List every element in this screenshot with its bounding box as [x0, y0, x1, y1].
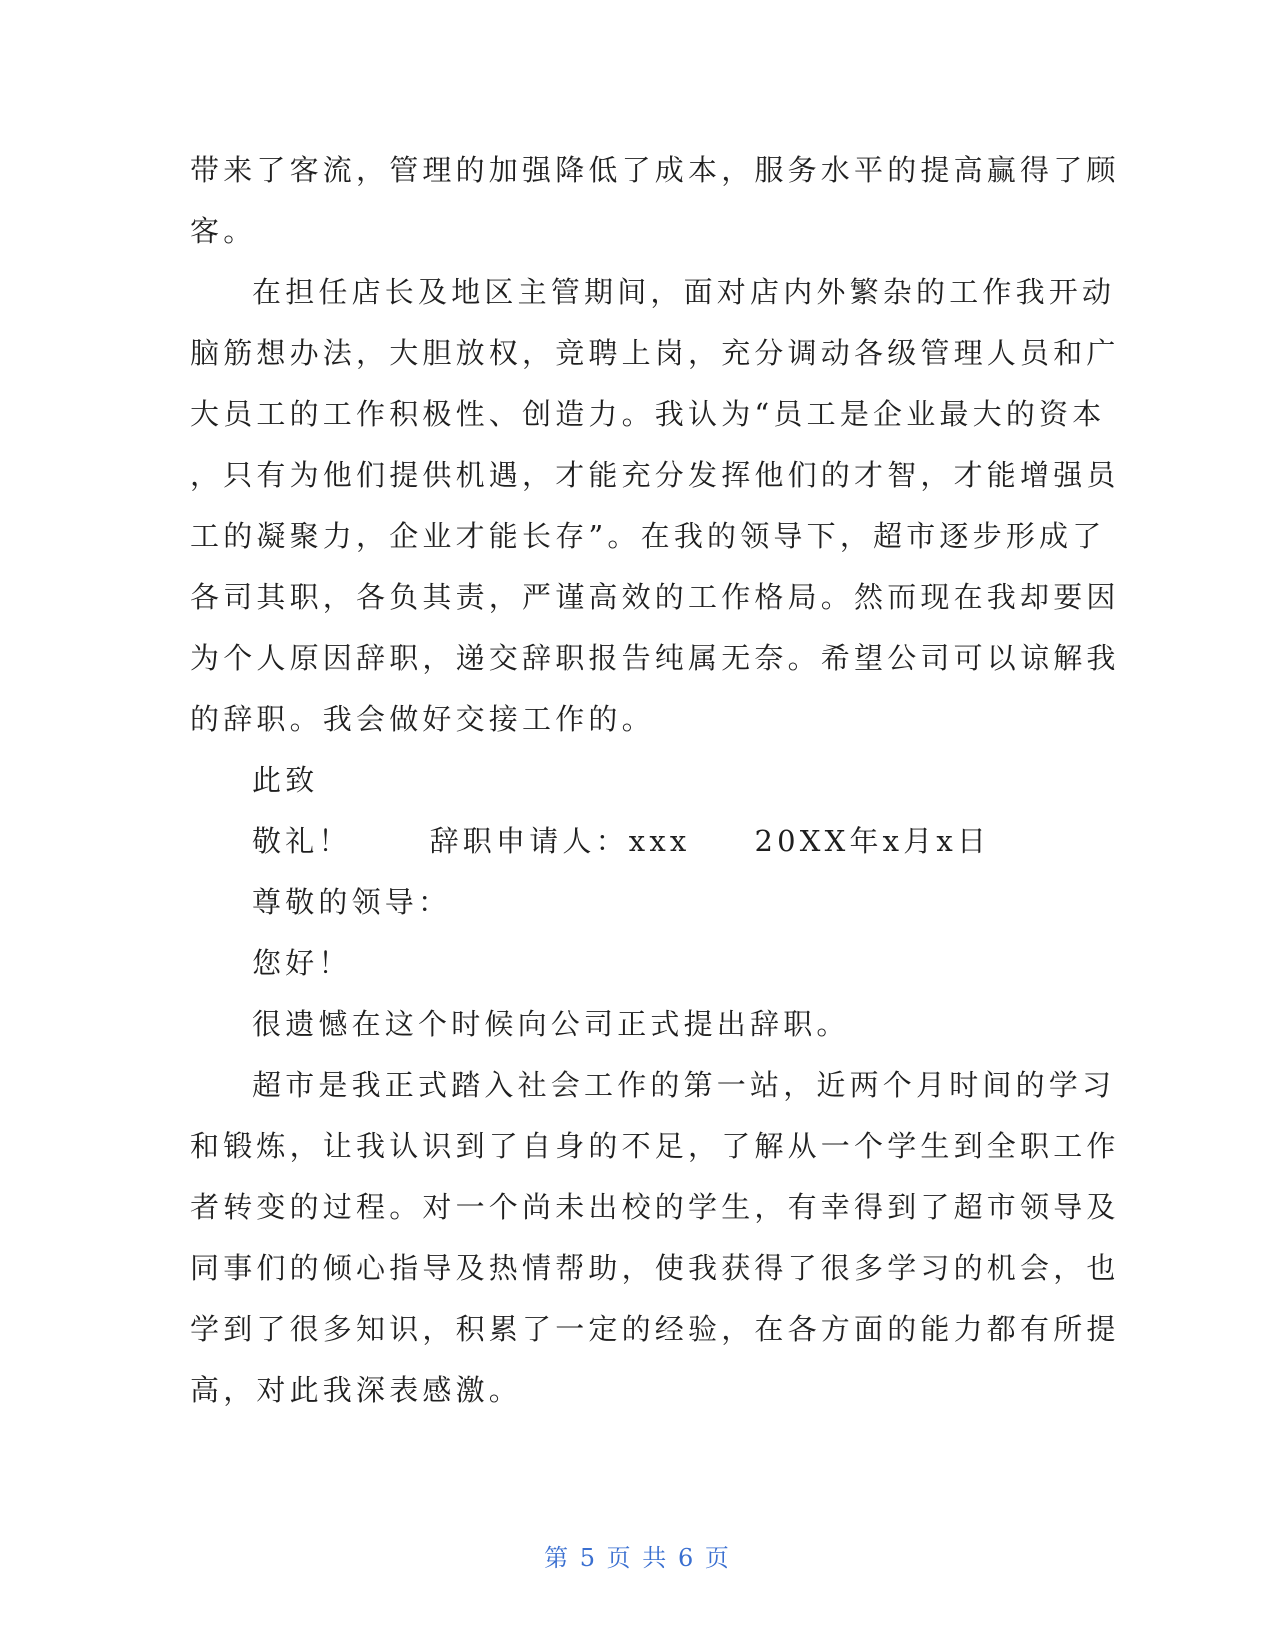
text-line: ，只有为他们提供机遇，才能充分发挥他们的才智，才能增强员 [190, 458, 1120, 492]
text-line: 的辞职。我会做好交接工作的。 [190, 702, 655, 736]
document-body [190, 140, 1120, 1421]
text-line: 学到了很多知识，积累了一定的经验，在各方面的能力都有所提 [190, 1312, 1120, 1346]
paragraph-start: 超市是我正式踏入社会工作的第一站，近两个月时间的学习 [252, 1068, 1116, 1102]
text-line: 大员工的工作积极性、创造力。我认为“员工是企业最大的资本 [190, 397, 1106, 431]
applicant-name: 辞职申请人：xxx [429, 824, 691, 858]
text-line: 为个人原因辞职，递交辞职报告纯属无奈。希望公司可以谅解我 [190, 641, 1120, 675]
text-line: 和锻炼，让我认识到了自身的不足，了解从一个学生到全职工作 [190, 1129, 1120, 1163]
text-line: 者转变的过程。对一个尚未出校的学生，有幸得到了超市领导及 [190, 1190, 1120, 1224]
greeting: 您好！ [252, 946, 352, 980]
greeting-recipient: 尊敬的领导： [252, 885, 452, 919]
text-line: 工的凝聚力，企业才能长存”。在我的领导下，超市逐步形成了 [190, 519, 1106, 553]
text-line: 各司其职，各负其责，严谨高效的工作格局。然而现在我却要因 [190, 580, 1120, 614]
text-line: 客。 [190, 214, 257, 248]
paragraph-start: 在担任店长及地区主管期间，面对店内外繁杂的工作我开动 [252, 275, 1116, 309]
text-line: 同事们的倾心指导及热情帮助，使我获得了很多学习的机会，也 [190, 1251, 1120, 1285]
page-number: 第 5 页 共 6 页 [544, 1544, 731, 1572]
text-line: 脑筋想办法，大胆放权，竞聘上岗，充分调动各级管理人员和广 [190, 336, 1120, 370]
closing-phrase: 此致 [252, 763, 319, 797]
paragraph-start: 很遗憾在这个时候向公司正式提出辞职。 [252, 1007, 850, 1041]
signature-date: 20XX年x月x日 [754, 824, 991, 858]
text-line: 高，对此我深表感激。 [190, 1373, 523, 1407]
signature-line [190, 811, 1058, 872]
salute: 敬礼！ [252, 824, 352, 858]
text-line: 带来了客流，管理的加强降低了成本，服务水平的提高赢得了顾 [190, 153, 1120, 187]
